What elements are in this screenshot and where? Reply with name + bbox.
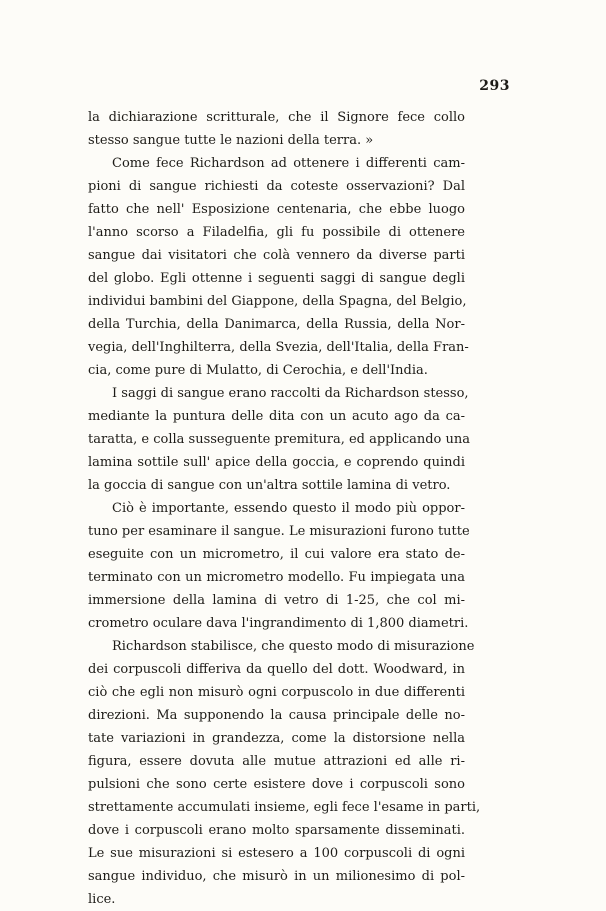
text-line: individui bambini del Giappone, della Spagna, del Belgio, — [88, 294, 467, 309]
text-line: I saggi di sangue erano raccolti da Richardson stesso, — [112, 386, 469, 401]
text-line: Come fece Richardson ad ottenere i differenti cam- — [112, 156, 465, 171]
text-line: taratta, e colla susseguente premitura, ed applicando una — [88, 432, 471, 447]
paragraph — [88, 497, 470, 635]
paragraph — [88, 106, 465, 152]
text-line: terminato con un micrometro modello. Fu impiegata una — [88, 570, 465, 585]
text-line: Richardson stabilisce, che questo modo di misurazione — [112, 639, 475, 654]
text-line: della Turchia, della Danimarca, della Russia, della Nor- — [88, 317, 465, 332]
text-line: ciò che egli non misurò ogni corpuscolo in due differenti — [88, 685, 465, 700]
page-number: 293 — [479, 78, 510, 94]
text-line: la dichiarazione scritturale, che il Signore fece collo — [88, 110, 465, 125]
text-line: immersione della lamina di vetro di 1-25, che col mi- — [88, 593, 465, 608]
text-line: vegia, dell'Inghilterra, della Svezia, dell'Italia, della Fran- — [88, 340, 469, 355]
paragraph — [88, 152, 469, 382]
text-line: fatto che nell' Esposizione centenaria, che ebbe luogo — [88, 202, 465, 217]
paragraph — [88, 382, 471, 497]
text-line: stesso sangue tutte le nazioni della terra. » — [88, 133, 374, 148]
text-line: sangue individuo, che misurò in un milionesimo di pol- — [88, 869, 465, 884]
text-line: crometro oculare dava l'ingrandimento di 1,800 diametri. — [88, 616, 469, 631]
paragraph — [88, 635, 481, 911]
text-line: dove i corpuscoli erano molto sparsamente disseminati. — [88, 823, 465, 838]
text-line: lice. — [88, 892, 116, 907]
text-line: Ciò è importante, essendo questo il modo più oppor- — [112, 501, 465, 516]
text-line: tuno per esaminare il sangue. Le misurazioni furono tutte — [88, 524, 470, 539]
text-line: strettamente accumulati insieme, egli fece l'esame in parti, — [88, 800, 481, 815]
text-line: la goccia di sangue con un'altra sottile lamina di vetro. — [88, 478, 451, 493]
text-line: mediante la puntura delle dita con un acuto ago da ca- — [88, 409, 465, 424]
text-line: cia, come pure di Mulatto, di Cerochia, e dell'India. — [88, 363, 428, 378]
text-line: figura, essere dovuta alle mutue attrazioni ed alle ri- — [88, 754, 465, 769]
text-line: tate variazioni in grandezza, come la distorsione nella — [88, 731, 465, 746]
text-line: pulsioni che sono certe esistere dove i corpuscoli sono — [88, 777, 465, 792]
text-line: eseguite con un micrometro, il cui valore era stato de- — [88, 547, 465, 562]
text-line: direzioni. Ma supponendo la causa principale delle no- — [88, 708, 465, 723]
text-line: pioni di sangue richiesti da coteste osservazioni? Dal — [88, 179, 465, 194]
text-line: del globo. Egli ottenne i seguenti saggi di sangue degli — [88, 271, 465, 286]
body-text — [88, 106, 481, 911]
text-line: Le sue misurazioni si estesero a 100 corpuscoli di ogni — [88, 846, 465, 861]
text-line: lamina sottile sull' apice della goccia, e coprendo quindi — [88, 455, 465, 470]
text-line: l'anno scorso a Filadelfia, gli fu possibile di ottenere — [88, 225, 465, 240]
text-line: dei corpuscoli differiva da quello del dott. Woodward, in — [88, 662, 465, 677]
text-line: sangue dai visitatori che colà vennero da diverse parti — [88, 248, 465, 263]
